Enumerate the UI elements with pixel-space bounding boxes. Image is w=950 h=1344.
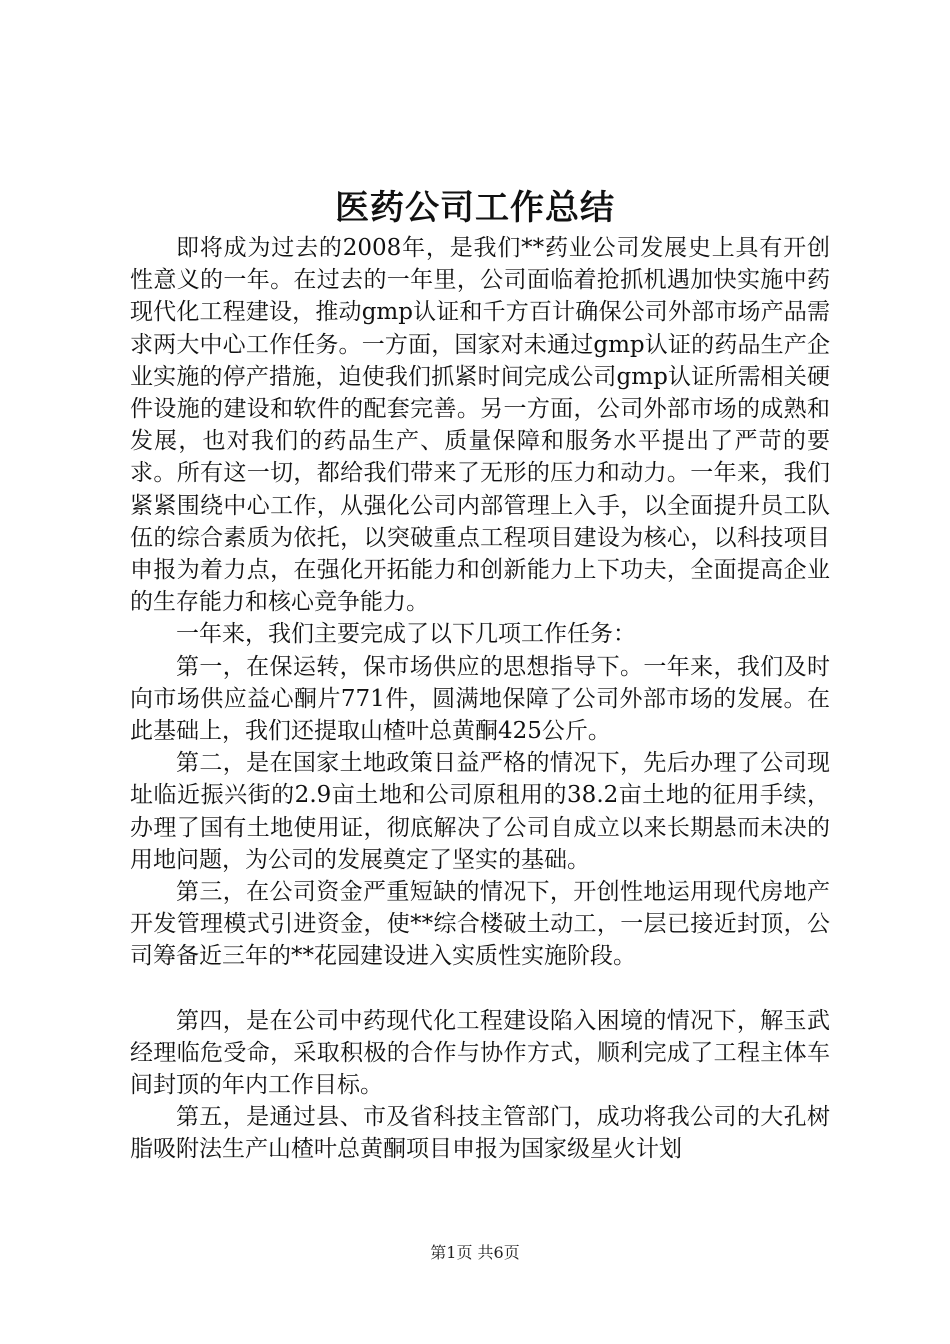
page-number-footer: 第1页 共6页	[430, 1243, 520, 1262]
paragraph-task-1: 第一，在保运转，保市场供应的思想指导下。一年来，我们及时向市场供应益心酮片771件，圆满地保障了公司外部市场的发展。在此基础上，我们还提取山楂叶总黄酮425公斤。	[130, 653, 830, 745]
document-title: 医药公司工作总结	[335, 188, 615, 228]
paragraph-task-5: 第五，是通过县、市及省科技主管部门，成功将我公司的大孔树脂吸附法生产山楂叶总黄酮项目申报为国家级星火计划	[130, 1104, 830, 1163]
paragraph-task-3: 第三，在公司资金严重短缺的情况下，开创性地运用现代房地产开发管理模式引进资金，使**综合楼破土动工，一层已接近封顶，公司筹备近三年的**花园建设进入实质性实施阶段。	[130, 879, 830, 970]
document-body	[130, 232, 830, 1166]
paragraph-gap	[130, 973, 830, 1005]
paragraph-intro: 即将成为过去的2008年，是我们**药业公司发展史上具有开创性意义的一年。在过去的一年里，公司面临着抢抓机遇加快实施中药现代化工程建设，推动gmp认证和千方百计确保公司外部市场产品需求两大中心工作任务。一方面，国家对未通过gmp认证的药品生产企业实施的停产措施，迫使我们抓紧时间完成公司gmp认证所需相关硬件设施的建设和软件的配套完善。另一方面，公司外部市场的成熟和发展，也对我们的药品生产、质量保障和服务水平提出了严苛的要求。所有这一切，都给我们带来了无形的压力和动力。一年来，我们紧紧围绕中心工作，从强化公司内部管理上入手，以全面提升员工队伍的综合素质为依托，以突破重点工程项目建设为核心，以科技项目申报为着力点，在强化开拓能力和创新能力上下功夫，全面提高企业的生存能力和核心竞争能力。	[130, 235, 830, 616]
paragraph-task-4: 第四，是在公司中药现代化工程建设陷入困境的情况下，解玉武经理临危受命，采取积极的合作与协作方式，顺利完成了工程主体车间封顶的年内工作目标。	[130, 1007, 830, 1099]
paragraph-task-2: 第二，是在国家土地政策日益严格的情况下，先后办理了公司现址临近振兴街的2.9亩土地和公司原租用的38.2亩土地的征用手续，办理了国有土地使用证，彻底解决了公司自成立以来长期悬而未决的用地问题，为公司的发展奠定了坚实的基础。	[130, 750, 830, 873]
paragraph-summary-lead: 一年来，我们主要完成了以下几项工作任务：	[176, 621, 636, 648]
